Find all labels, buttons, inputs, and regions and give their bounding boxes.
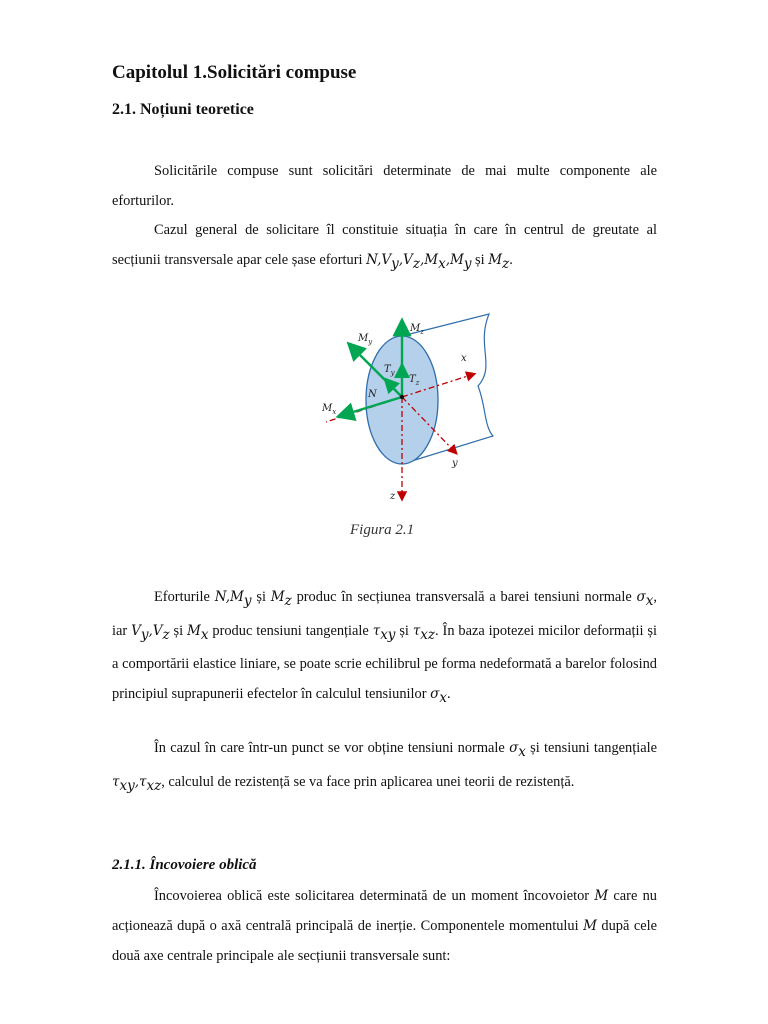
paragraph-1: Solicitările compuse sunt solicitări determinate de mai multe componente ale eforturilor.: [112, 163, 657, 209]
label-Ty: $T_y$: [384, 364, 395, 377]
paragraph-2: Cazul general de solicitare îl constituie situația în care în centrul de greutate al secțiunii transversale apar cele șase eforturi $N,V_y,V_z,M_x,M_y$ și $M_z$.: [112, 222, 657, 272]
label-N: N: [368, 389, 377, 400]
figure-caption: Figura 2.1: [350, 522, 415, 538]
label-Mz: $M_z$: [410, 323, 424, 336]
paragraph-4: În cazul în care într-un punct se vor obține tensiuni normale $\sigma_x$ și tensiuni tangențiale $\tau_{xy},\tau_{xz}$, calculul de rezistență se va face prin aplicarea unei teorii de rezistență.: [112, 740, 657, 794]
paragraph-5: Încovoierea oblică este solicitarea determinată de un moment încovoietor M care nu acționează după o axă centrală principală de inerție. Componentele momentului M după cele două axe centrale principale ale secțiunii transversale sunt:: [112, 888, 657, 964]
label-x: x: [461, 353, 467, 364]
label-Mx: $M_x$: [322, 403, 337, 416]
section-title: 2.1. Noțiuni teoretice: [112, 101, 254, 118]
centroid: [400, 395, 404, 399]
label-z: z: [390, 491, 396, 502]
label-Tz: $T_z$: [409, 374, 420, 387]
label-My: $M_y$: [358, 333, 373, 346]
label-y: y: [452, 458, 458, 469]
figure-cross-section: [316, 306, 522, 512]
chapter-title: Capitolul 1.Solicitări compuse: [112, 62, 357, 83]
subsection-title: 2.1.1. Încovoiere oblică: [112, 857, 257, 873]
paragraph-3: Eforturile $N,M_y$ și $M_z$ produc în secțiunea transversală a barei tensiuni normale $\sigma_x$, iar $V_y,V_z$ și $M_x$ produc tensiuni tangențiale $\tau_{xy}$ și $\tau_{xz}$. În baza ipotezei micilor deformații și a comportării elastice liniare, se poate scrie echilibrul pe forma nedeformată a barelor folosind principiul suprapunerii efectelor în calculul tensiunilor $\sigma_x$.: [112, 589, 657, 707]
